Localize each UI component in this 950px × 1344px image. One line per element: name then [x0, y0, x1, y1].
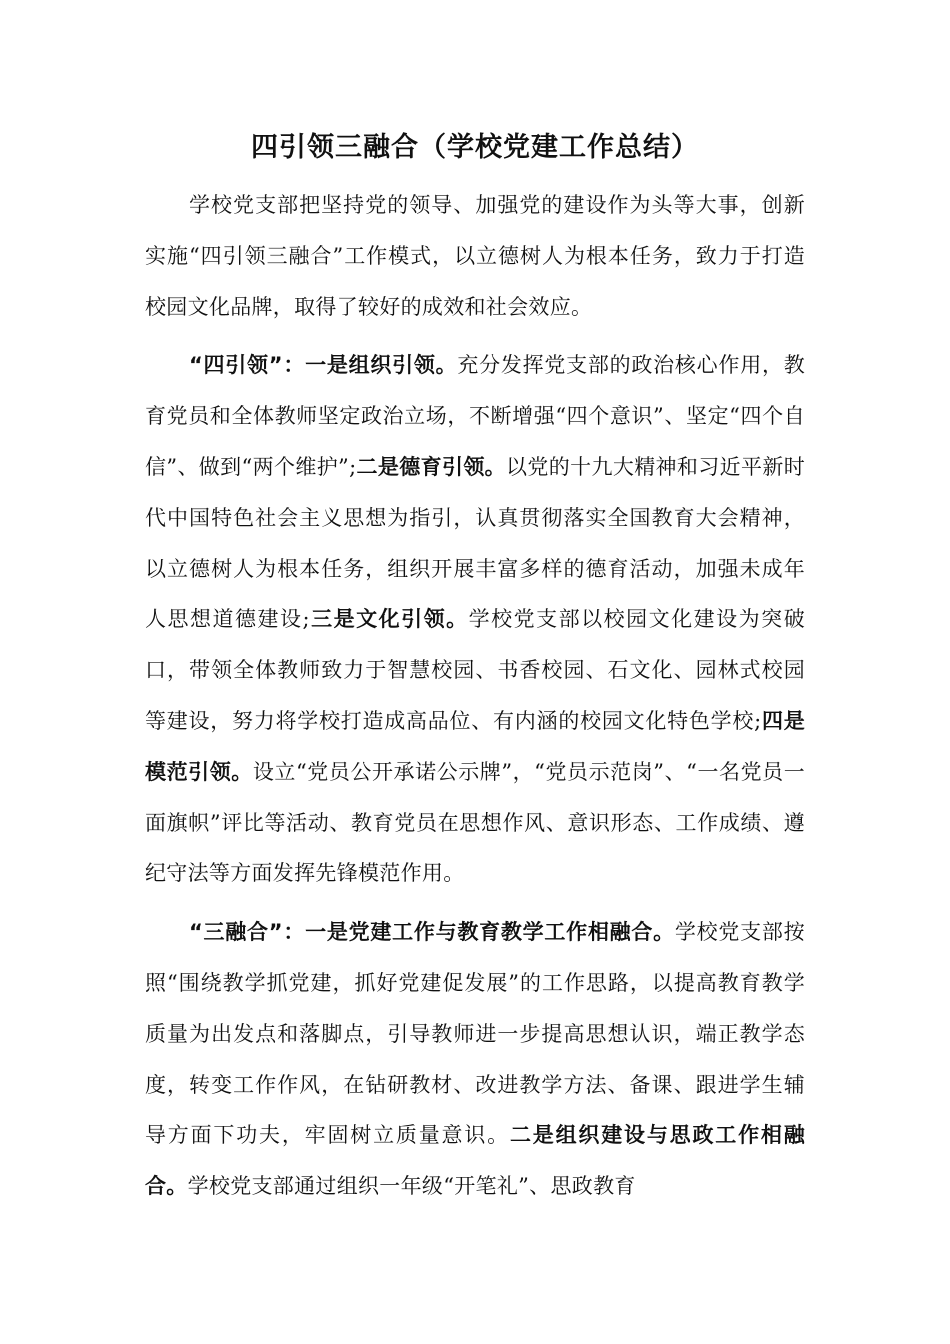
- intro-paragraph: 学校党支部把坚持党的领导、加强党的建设作为头等大事，创新实施“四引领三融合”工作模式，以立德树人为根本任务，致力于打造校园文化品牌，取得了较好的成效和社会效应。: [145, 193, 805, 319]
- four-leads-paragraph: [145, 340, 805, 899]
- four-leads-item4-title: 四是模范引领。: [145, 708, 805, 784]
- three-fusions-paragraph: [145, 907, 805, 1212]
- document-body: [145, 180, 805, 1212]
- three-fusions-item1-text: 学校党支部按照“围绕教学抓党建，抓好党建促发展”的工作思路，以提高教育教学质量为出发点和落脚点，引导教师进一步提高思想认识，端正教学态度，转变工作作风，在钻研教材、改进教学方法、备课、跟进学生辅导方面下功夫，牢固树立质量意识。: [145, 920, 805, 1148]
- four-leads-item2-title: 二是德育引领。: [356, 454, 507, 479]
- three-fusions-item2-title: 二是组织建设与思政工作相融合。: [145, 1123, 805, 1199]
- three-fusions-item2-text: 学校党支部通过组织一年级“开笔礼”、思政教育: [187, 1174, 636, 1199]
- four-leads-item1-title: 一是组织引领。: [305, 353, 458, 378]
- four-leads-item3-title: 三是文化引领。: [309, 607, 469, 632]
- three-fusions-item1-title: 一是党建工作与教育教学工作相融合。: [305, 920, 675, 945]
- four-leads-heading: “四引领”：: [189, 353, 306, 378]
- four-leads-item4-text: 设立“党员公开承诺公示牌”，“党员示范岗”、“一名党员一面旗帜”评比等活动、教育党员在思想作风、意识形态、工作成绩、遵纪守法等方面发挥先锋模范作用。: [145, 759, 806, 886]
- three-fusions-heading: “三融合”：: [189, 920, 306, 945]
- four-leads-item2-text: 以党的十九大精神和习近平新时代中国特色社会主义思想为指引，认真贯彻落实全国教育大会精神，以立德树人为根本任务，组织开展丰富多样的德育活动，加强未成年人思想道德建设;: [145, 454, 805, 632]
- four-leads-item3-text: 学校党支部以校园文化建设为突破口，带领全体教师致力于智慧校园、书香校园、石文化、园林式校园等建设，努力将学校打造成高品位、有内涵的校园文化特色学校;: [145, 607, 805, 733]
- four-leads-item1-text: 充分发挥党支部的政治核心作用，教育党员和全体教师坚定政治立场，不断增强“四个意识”、坚定“四个自信”、做到“两个维护”;: [145, 353, 805, 479]
- document-title: 四引领三融合（学校党建工作总结）: [251, 132, 699, 163]
